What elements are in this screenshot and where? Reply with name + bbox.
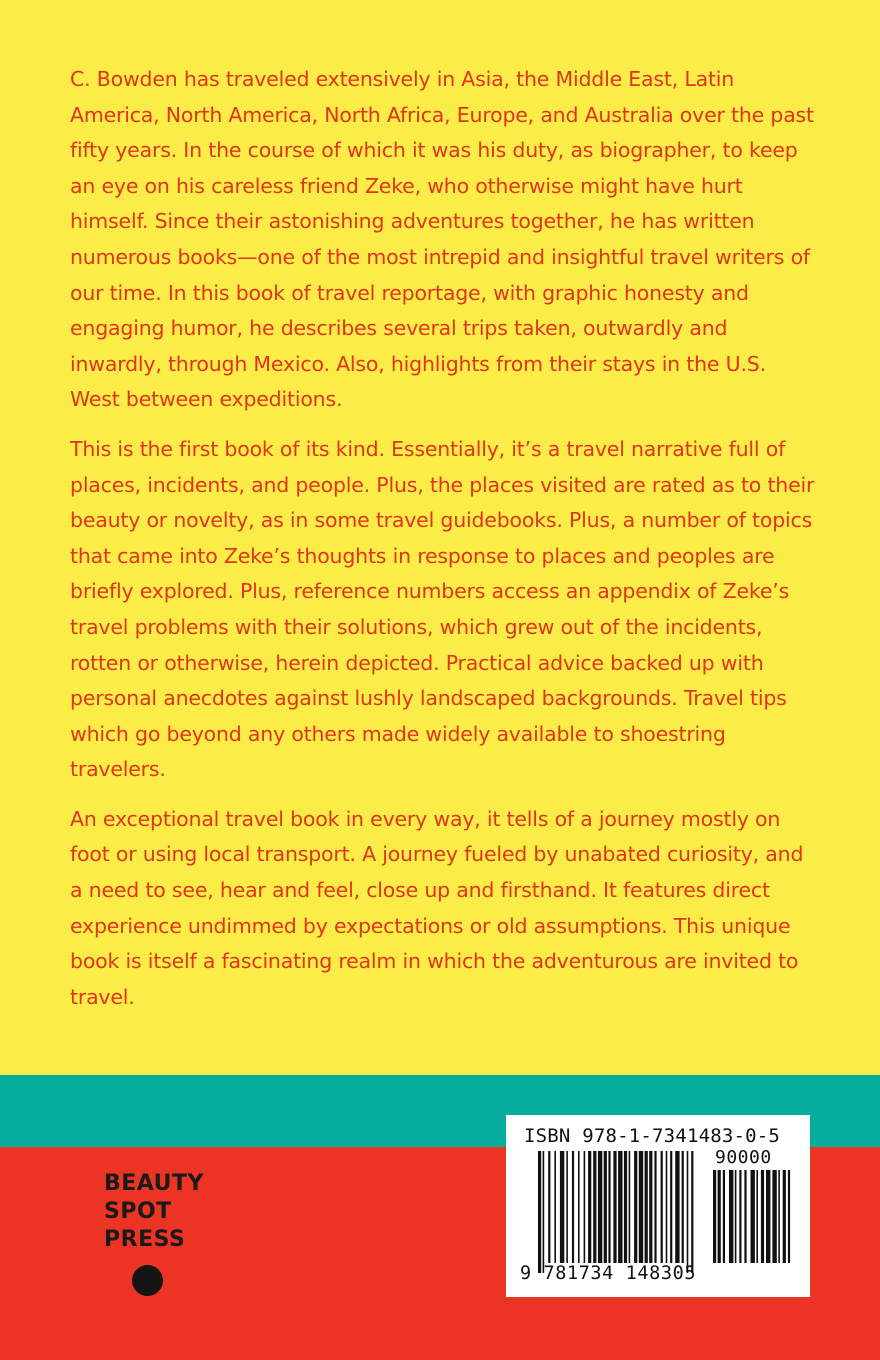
barcode-bar [666,1151,668,1263]
publisher-logo-dot-icon [132,1265,163,1296]
barcode-bar [639,1151,643,1263]
barcode-bar [624,1151,627,1263]
barcode-bar [538,1151,541,1273]
barcode-bar [751,1170,755,1263]
barcode-bar [783,1170,786,1263]
isbn-label: ISBN 978-1-7341483-0-5 [524,1125,781,1147]
barcode-bar [718,1170,721,1263]
barcode-bar [670,1151,672,1263]
barcode-bar [713,1170,716,1263]
barcode-bar [572,1151,574,1263]
barcode-bar [629,1151,631,1263]
barcode-bar [588,1151,591,1263]
barcode-bar [729,1170,733,1263]
barcode-bar [682,1151,684,1263]
isbn-barcode [506,1115,810,1297]
barcode-bar [543,1151,545,1273]
barcode-bar [761,1170,764,1263]
price-code: 90000 [715,1147,772,1168]
barcode-bar [778,1170,780,1263]
publisher-logo-line-3: PRESS [104,1227,186,1252]
barcode-bar [604,1151,607,1263]
blurb-paragraph-2: This is the first book of its kind. Essentially, it’s a travel narrative full of places, incidents, and people. Plus, the places visited are rated as to their beauty or novelty, as in some travel guidebooks. Plus, a number of topics that came into Zeke’s thoughts in response to places and peoples are briefly explored. Plus, reference numbers access an appendix of Zeke’s travel problems with their solutions, which grew out of the incidents, rotten or otherwise, herein depicted. Practical advice backed up with personal anecdotes against lushly landscaped backgrounds. Travel tips which go beyond any others made widely available to shoestring travelers. [70,436,815,782]
barcode-bar [593,1151,596,1263]
barcode-bar [560,1151,564,1263]
barcode-bar [645,1151,648,1263]
barcode-bar [548,1151,550,1263]
barcode-bar [598,1151,602,1263]
ean-digits: 9 781734 148305 [520,1263,697,1284]
publisher-logo-line-2: SPOT [104,1199,172,1224]
barcode-bar [687,1151,689,1273]
barcode-bar [756,1170,758,1263]
barcode-bar [634,1151,637,1263]
barcode-bar [735,1170,737,1263]
barcode-bar [554,1151,556,1263]
barcode-bar [766,1170,770,1263]
barcode-bar [608,1151,610,1263]
barcode-bar [654,1151,656,1263]
barcode-bar [739,1170,741,1263]
barcode-bar [584,1151,586,1263]
barcode-bar [566,1151,568,1263]
blurb-paragraph-1: C. Bowden has traveled extensively in Asia, the Middle East, Latin America, North America, North Africa, Europe, and Australia over the past fifty years. In the course of which it was his duty, as biographer, to keep an eye on his careless friend Zeke, who otherwise might have hurt himself. Since their astonishing adventures together, he has written numerous books—one of the most intrepid and insightful travel writers of our time. In this book of travel reportage, with graphic honesty and engaging humor, he describes several trips taken, outwardly and inwardly, through Mexico. Also, highlights from their stays in the U.S. West between expeditions. [70,67,814,412]
barcode-bar [675,1151,679,1263]
barcode-bar [661,1151,663,1263]
barcode-bar [788,1170,790,1263]
barcode-bar [744,1170,746,1263]
barcode-bar [578,1151,580,1263]
blurb-paragraph-3: An exceptional travel book in every way, it tells of a journey mostly on foot or using local transport. A journey fueled by unabated curiosity, and a need to see, hear and feel, close up and firsthand. It features direct experience undimmed by expectations or old assumptions. This unique book is itself a fascinating realm in which the adventurous are invited to travel. [70,806,804,1009]
publisher-logo [104,1170,204,1254]
barcode-bar [691,1151,693,1273]
barcode-bar [613,1151,616,1263]
barcode-bar [723,1170,725,1263]
publisher-logo-line-1: BEAUTY [104,1171,204,1196]
barcode-bar [618,1151,622,1263]
barcode-bar [772,1170,776,1263]
blurb-text [70,62,815,1029]
barcode-bar [649,1151,652,1263]
